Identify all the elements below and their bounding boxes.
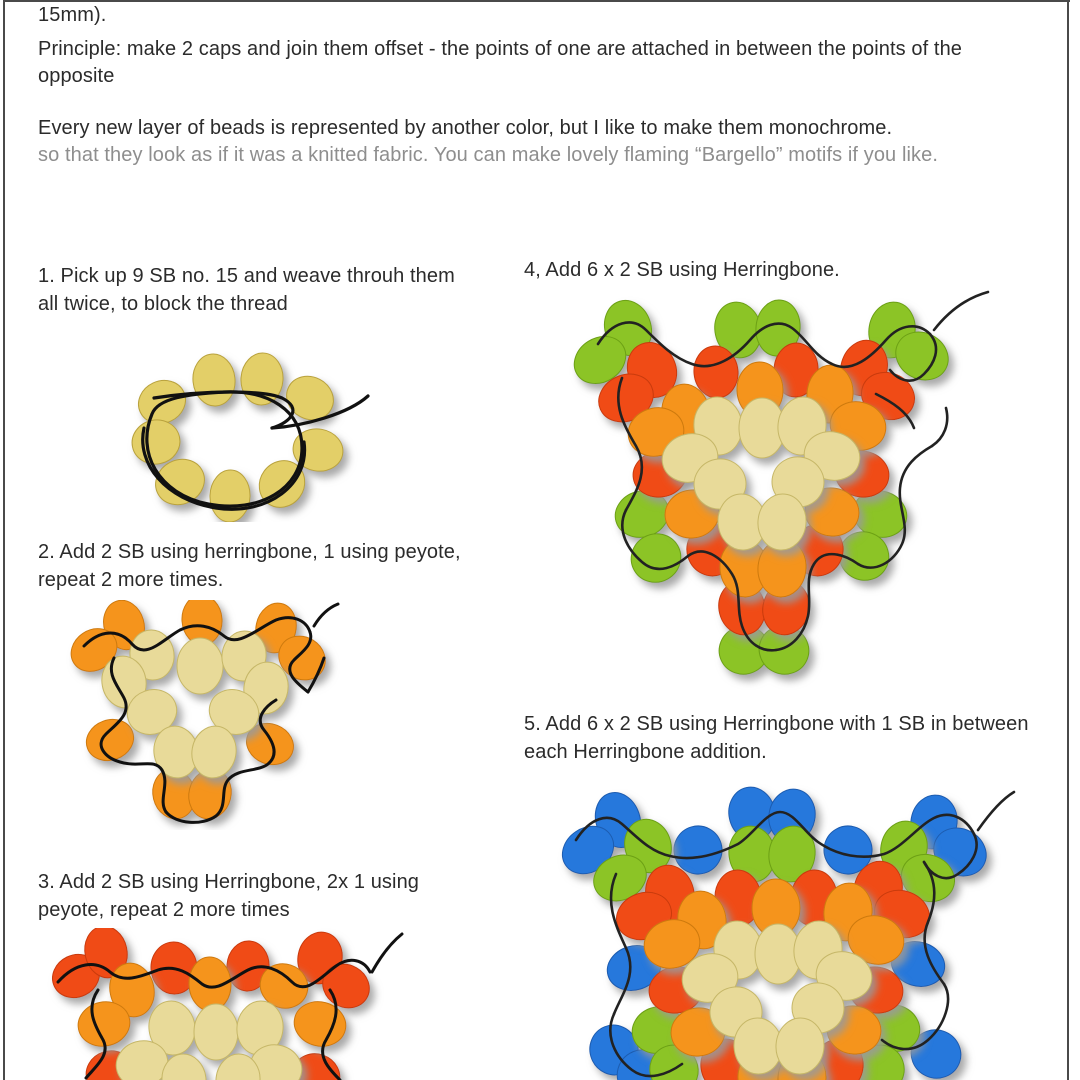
step-3-label: 3. Add 2 SB using Herringbone, 2x 1 using peyote, repeat 2 more times [38,871,420,921]
intro-fragment: 15mm). [38,4,107,26]
step-2-label: 2. Add 2 SB using herringbone, 1 using peyote, repeat 2 more times. [38,541,461,591]
step-5-label: 5. Add 6 x 2 SB using Herringbone with 1 SB in between each Herringbone addition. [524,713,1029,763]
intro-color-note-line1: Every new layer of beads is represented by another color, but I like to make them monochrome. [38,117,893,139]
step-5-diagram [546,778,1016,1080]
step-4-diagram [546,286,1016,696]
page-border-left [3,0,5,1080]
step-4-label: 4, Add 6 x 2 SB using Herringbone. [524,259,840,281]
page-border-right [1067,0,1069,1080]
step-3-diagram [24,928,404,1080]
intro-color-note [38,115,998,169]
step-1-label: 1. Pick up 9 SB no. 15 and weave throuh them all twice, to block the thread [38,265,455,315]
intro-color-note-line2: so that they look as if it was a knitted fabric. You can make lovely flaming “Bargello” motifs if you like. [38,144,939,166]
intro-principle: Principle: make 2 caps and join them offset - the points of one are attached in between the points of the opposite [38,38,963,87]
step-2-diagram [62,600,362,830]
step-1-diagram [96,332,386,522]
bead-cluster-step1 [128,352,346,522]
